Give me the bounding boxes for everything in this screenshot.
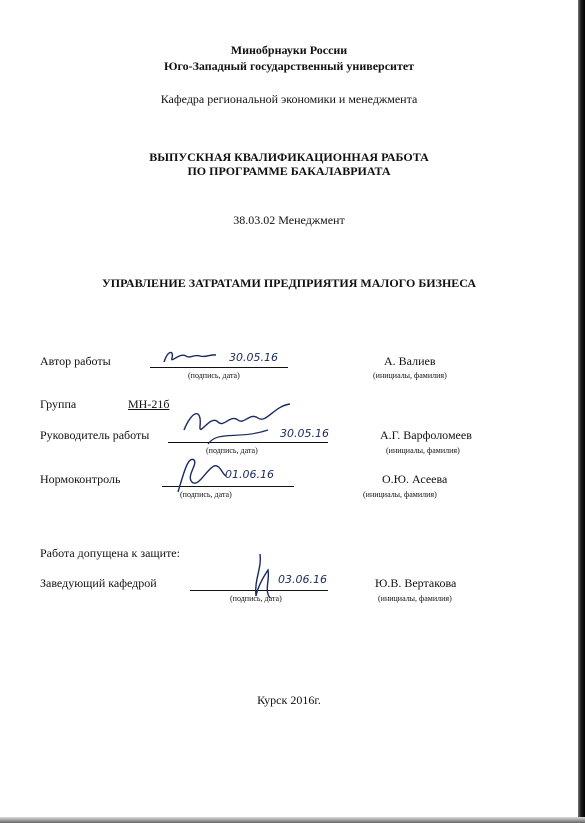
normcontrol-name: О.Ю. Асеева bbox=[382, 472, 448, 486]
ministry: Минобрнауки России bbox=[230, 43, 348, 57]
supervisor-name: А.Г. Варфоломеев bbox=[380, 428, 472, 442]
author-name: А. Валиев bbox=[384, 354, 436, 368]
normcontrol-sign-caption: (подпись, дата) bbox=[180, 490, 232, 499]
author-label: Автор работы bbox=[40, 354, 111, 368]
footer-city-year: Курск 2016г. bbox=[257, 693, 321, 707]
normcontrol-date: 01.06.16 bbox=[225, 468, 274, 481]
normcontrol-label: Нормоконтроль bbox=[40, 472, 121, 486]
scan-edge-bottom bbox=[0, 817, 585, 823]
supervisor-sign-caption: (подпись, дата) bbox=[206, 446, 258, 455]
supervisor-label: Руководитель работы bbox=[40, 428, 150, 442]
head-name-caption: (инициалы, фамилия) bbox=[378, 594, 452, 603]
author-sign-caption: (подпись, дата) bbox=[188, 371, 240, 380]
department: Кафедра региональной экономики и менеджмента bbox=[160, 92, 418, 106]
head-date: 03.06.16 bbox=[278, 573, 327, 586]
head-sign-caption: (подпись, дата) bbox=[230, 594, 282, 603]
author-date: 30.05.16 bbox=[229, 351, 278, 364]
admission-text: Работа допущена к защите: bbox=[40, 546, 180, 560]
work-type-line1: ВЫПУСКНАЯ КВАЛИФИКАЦИОННАЯ РАБОТА bbox=[149, 150, 429, 164]
group-label: Группа bbox=[40, 397, 77, 411]
author-signature bbox=[160, 348, 220, 368]
group-value: МН-21б bbox=[128, 397, 170, 411]
work-type-line2: ПО ПРОГРАММЕ БАКАЛАВРИАТА bbox=[187, 164, 391, 178]
supervisor-name-caption: (инициалы, фамилия) bbox=[386, 446, 460, 455]
normcontrol-name-caption: (инициалы, фамилия) bbox=[363, 490, 437, 499]
specialty: 38.03.02 Менеджмент bbox=[233, 213, 345, 227]
work-title: УПРАВЛЕНИЕ ЗАТРАТАМИ ПРЕДПРИЯТИЯ МАЛОГО БИЗНЕСА bbox=[101, 276, 477, 290]
university: Юго-Западный государственный университет bbox=[163, 59, 415, 73]
author-name-caption: (инициалы, фамилия) bbox=[373, 371, 447, 380]
scan-edge-right bbox=[578, 0, 585, 823]
supervisor-date: 30.05.16 bbox=[280, 427, 329, 440]
head-name: Ю.В. Вертакова bbox=[375, 576, 457, 590]
head-label: Заведующий кафедрой bbox=[40, 576, 157, 590]
